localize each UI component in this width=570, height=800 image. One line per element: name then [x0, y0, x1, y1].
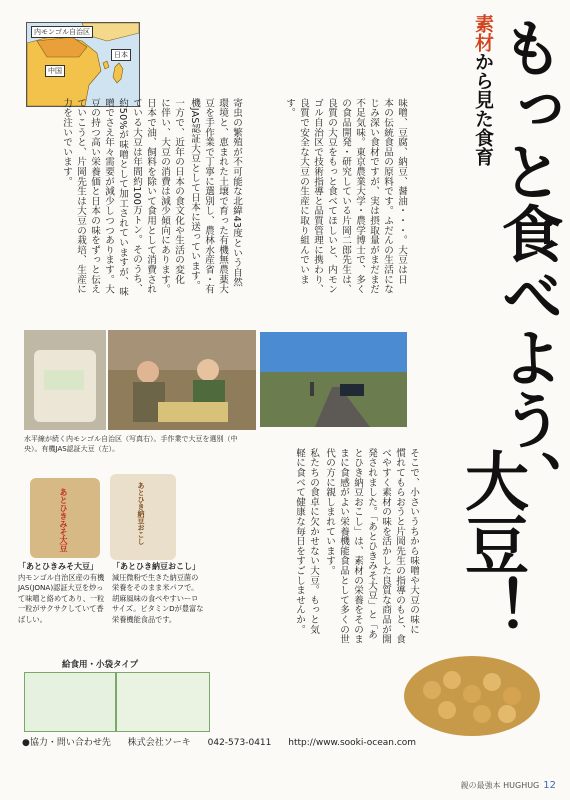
product-desc-2: [112, 562, 204, 625]
body-column: 機JAS認証大豆として日本に送っています。: [189, 98, 200, 291]
body-block-3: [260, 448, 420, 658]
body-column: の食品開発・研究している片岡二郎先生は、: [340, 98, 351, 294]
company-name: 株式会社ソーキ: [127, 738, 191, 748]
body-column: 環境と、恵まれた土壌で育った有機無農薬大: [217, 98, 228, 294]
photos-caption: 水平線が続く内モンゴル自治区（写真右）。手作業で大豆を選別（中央）。有機JAS認証大豆（左）。: [24, 435, 238, 453]
body-column: 良質で安全な大豆の生産に取り組んでいま: [298, 98, 309, 285]
photo-soybean-sacks: [24, 330, 106, 430]
body-column: まに食感がよい栄養機能食品として多くの世: [338, 448, 349, 644]
product-name-1: 「あとひきみそ大豆」: [18, 562, 98, 571]
product-pkg-1: [30, 478, 100, 558]
body-column: 本の伝統食品の原料です。ふだんの生活にな: [382, 98, 393, 294]
body-column: 噌でさえ年々需要が減少しつつあります。大: [103, 98, 114, 294]
body-column: 発されました。「あとひきみそ大豆」と「あ: [366, 448, 377, 640]
page-footer: [461, 780, 556, 791]
soybean-graphic: [402, 650, 542, 738]
product-desc-1: [18, 562, 106, 625]
pkg2-label: あとひき納豆おこし: [137, 482, 145, 545]
page-number: 12: [543, 780, 556, 791]
body-column: 約50%が味噌として加工されていますが、味: [117, 98, 128, 297]
contact-footer: [22, 735, 442, 748]
magazine-name: 親の最強本 HUGHUG: [460, 781, 540, 790]
map-label-region: 内モンゴル自治区: [31, 26, 93, 38]
body-column: 代の方に親しまれています。: [324, 448, 335, 576]
body-column: 味噌、豆腐、納豆、醤油・・・。大豆は日: [396, 98, 407, 285]
product-text-1: 内モンゴル自治区産の有機JAS(JONA)認証大豆を炒って味噌と絡めてあり、一粒一粒がサクサクしていて香ばしい。: [18, 572, 105, 624]
photo-mongolia-landscape: [260, 332, 407, 427]
website-link[interactable]: http://www.sooki-ocean.com: [288, 738, 417, 748]
body-column: 軽に食べて健康な毎日をすごしませんか。: [294, 448, 305, 635]
body-column: ゴル自治区で技術指導と品質管理に携わり、: [312, 98, 323, 294]
product-text-2: 減圧微粉で生きた納豆菌の栄養をそのまま米パフで。胡麻風味の食べやすいーロサイズ。ビタミンDが豊富な栄養機能食品です。: [112, 572, 204, 624]
kicker-rest: から見た食育: [472, 52, 494, 166]
lunch-pack-1: [24, 672, 116, 732]
body-column: 日本で油、飼料を除いて食用として消費され: [145, 98, 156, 294]
pkg1-label: あとひきみそ大豆: [59, 488, 68, 552]
map-label-china: 中国: [45, 65, 65, 77]
headline-line2: 大豆！: [454, 448, 529, 640]
body-column: 不足気味。東京農業大学・農学博士で、多く: [354, 98, 365, 294]
body-column: 慣れてもらおうと片岡先生の指導のもと、食: [394, 448, 405, 644]
body-column: そこで、小さいうちから味噌や大豆の味に: [408, 448, 419, 635]
soybean-photo: [402, 650, 542, 738]
body-block-2: [38, 98, 243, 313]
body-column: す。: [284, 98, 295, 118]
phone-number: 042-573-0411: [207, 738, 272, 748]
contact-label: ●協力・問い合わせ先: [22, 738, 111, 748]
photo-sorting-graphic: [108, 330, 256, 430]
kicker-red: 素材: [472, 14, 494, 52]
body-column: 良質の大豆をもっと食べてほしいと、内モン: [326, 98, 337, 294]
body-column: とひき納豆おこし」は、素材の栄養をそのま: [352, 448, 363, 644]
headline-line1: もっと食べよう、: [491, 16, 564, 512]
body-column: 寄虫の繁殖が不可能な北緯43度という自然: [231, 98, 242, 288]
body-column: 一方で、近年の日本の食文化や生活の変化: [173, 98, 184, 285]
body-column: 豆の持つ高い栄養価と日本の味をずっと伝え: [89, 98, 100, 294]
product-name-2: 「あとひき納豆おこし」: [112, 562, 200, 571]
body-column: 豆を手作業で丁寧に選別し、農林水産省・有: [203, 98, 214, 294]
map-label-japan: 日本: [111, 49, 131, 61]
photo-sacks-graphic: [24, 330, 106, 430]
product-pkg-2: [110, 474, 176, 560]
photo-sorting-beans: [108, 330, 256, 430]
lunch-pack-2: [116, 672, 210, 732]
photo-landscape-graphic: [260, 332, 407, 427]
body-column: じみ深い食材ですが、実は摂取量がまだまだ: [368, 98, 379, 294]
body-column: ていこうと、片岡先生は大豆の栽培、生産に: [75, 98, 86, 294]
body-column: 私たちの食卓に欠かせない大豆。もっと気: [308, 448, 319, 635]
body-column: 力を注いでいます。: [61, 98, 72, 187]
region-map: [26, 22, 140, 107]
body-block-1: [258, 98, 408, 313]
body-column: べやすく素材の味を活かした良質な商品が開: [380, 448, 391, 644]
body-column: に伴い、大豆の消費は減少傾向にあります。: [159, 98, 170, 294]
lunch-label: 給食用・小袋タイプ: [62, 660, 139, 670]
body-column: ている大豆は年間約100万トン。そのうち、: [131, 98, 142, 294]
